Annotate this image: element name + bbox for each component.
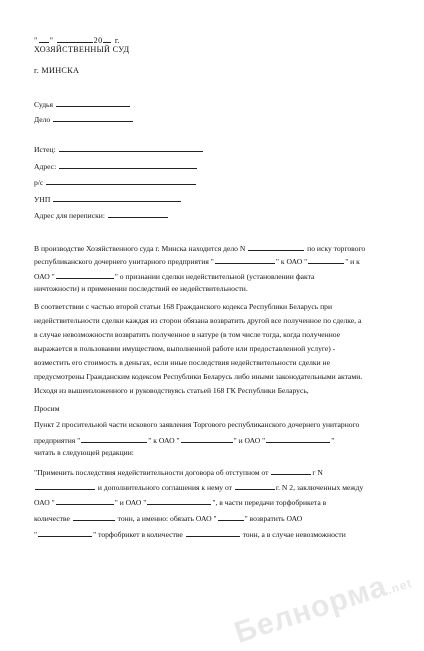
text: ", в части передачи торфобрикета в bbox=[212, 498, 327, 507]
text: тонн, а именно: обязать ОАО " bbox=[117, 514, 217, 523]
address-field bbox=[34, 160, 198, 172]
p1-line-2 bbox=[34, 255, 360, 267]
court-name: ХОЗЯЙСТВЕННЫЙ СУД bbox=[34, 45, 130, 54]
text: ОАО " bbox=[34, 498, 55, 507]
address-label: Адрес: bbox=[34, 162, 57, 171]
year-blank bbox=[103, 34, 111, 43]
date-quote-open: " bbox=[34, 36, 38, 45]
p5-line-3 bbox=[34, 496, 326, 508]
p4-line-1: Пункт 2 просительной части искового заявления Торгового республиканского дочернего унитарного bbox=[34, 420, 360, 429]
quantity-blank-2 bbox=[186, 528, 240, 537]
company-blank bbox=[215, 255, 275, 264]
p2-line-6: предусмотрены Гражданским кодексом Республики Беларусь либо иными законодательными актами. bbox=[34, 372, 363, 381]
p1-line-1 bbox=[34, 242, 365, 254]
p2-line-3: в случае невозможности возвратить полученное в натуре (в том числе тогда, когда полученное bbox=[34, 330, 341, 339]
p2-line-4: выражается в пользовании имуществом, выполненной работе или предоставленной услуге) - bbox=[34, 344, 336, 353]
p5-line-5 bbox=[34, 528, 346, 540]
text: количестве bbox=[34, 514, 70, 523]
contract-number-blank bbox=[35, 481, 95, 490]
month-blank bbox=[57, 34, 93, 43]
text: В производстве Хозяйственного суда г. Минска находится дело N bbox=[34, 244, 246, 253]
text: " и ОАО " bbox=[233, 436, 266, 445]
text: " bbox=[34, 530, 38, 539]
account-label: р/с bbox=[34, 178, 44, 187]
quantity-blank-1 bbox=[73, 512, 115, 521]
oao-blank-2 bbox=[56, 270, 114, 279]
agreement-date-blank bbox=[235, 481, 275, 490]
p5-oao-blank-3 bbox=[218, 512, 244, 521]
text: " торфобрикет в количестве bbox=[93, 530, 183, 539]
correspondence-blank bbox=[108, 209, 168, 218]
p4-line-2 bbox=[34, 434, 334, 446]
day-blank bbox=[39, 34, 49, 43]
text: " и к bbox=[345, 257, 360, 266]
p5-oao-blank-2 bbox=[147, 496, 211, 505]
unp-field bbox=[34, 193, 182, 205]
year-prefix: 20 bbox=[93, 36, 103, 45]
plaintiff-field bbox=[34, 143, 204, 155]
text: " и ОАО " bbox=[114, 498, 147, 507]
text: " возвратить ОАО bbox=[244, 514, 303, 523]
p5-line-4 bbox=[34, 512, 302, 524]
court-city: г. МИНСКА bbox=[34, 66, 80, 75]
text: республиканского дочернего унитарного предприятия " bbox=[34, 257, 214, 266]
judge-blank bbox=[56, 98, 130, 107]
text: " к ОАО " bbox=[148, 436, 180, 445]
text: г. N 2, заключенных между bbox=[275, 483, 364, 492]
case-blank bbox=[53, 113, 133, 122]
text: " к ОАО " bbox=[275, 257, 308, 266]
account-blank bbox=[46, 176, 196, 185]
case-label: Дело bbox=[34, 115, 51, 124]
p3-line: Исходя из вышеизложенного и руководствуясь статьей 168 ГК Республики Беларусь, bbox=[34, 386, 309, 395]
case-field bbox=[34, 113, 134, 125]
p5-oao-blank-1 bbox=[56, 496, 114, 505]
p5-oao-blank-4 bbox=[38, 528, 92, 537]
text: г N bbox=[312, 468, 323, 477]
watermark-suffix: .net bbox=[386, 575, 415, 598]
correspondence-label: Адрес для переписки: bbox=[34, 211, 105, 220]
text: " bbox=[331, 436, 335, 445]
p1-line-3 bbox=[34, 270, 314, 282]
case-number-blank bbox=[248, 242, 304, 251]
date-quote-close: " bbox=[49, 36, 54, 45]
correspondence-field bbox=[34, 209, 169, 221]
p4-line-3: читать в следующей редакции: bbox=[34, 448, 134, 457]
text: и дополнительного соглашения к нему от bbox=[97, 483, 232, 492]
text: тонн, а в случае невозможности bbox=[242, 530, 346, 539]
text: ОАО " bbox=[34, 272, 55, 281]
watermark-logo bbox=[231, 562, 416, 651]
p4-oao-blank-1 bbox=[181, 434, 233, 443]
text: предприятия " bbox=[34, 436, 81, 445]
p2-line-5: возместить его стоимость в деньгах, если иные последствия недействительности сделки не bbox=[34, 358, 330, 367]
p5-line-2 bbox=[34, 481, 363, 493]
year-suffix: г. bbox=[114, 36, 120, 45]
watermark-text: Белнорма bbox=[230, 569, 392, 650]
judge-label: Судья bbox=[34, 100, 54, 109]
text: "Применить последствия недействительности договора об отступном от bbox=[34, 468, 269, 477]
address-blank bbox=[59, 160, 197, 169]
p2-line-1: В соответствии с частью второй статьи 168 Гражданского кодекса Республики Беларусь при bbox=[34, 302, 333, 311]
p1-line-4: ничтожности) и применении последствий ее недействительности. bbox=[34, 284, 248, 293]
text: по иску торгового bbox=[307, 244, 366, 253]
plaintiff-blank bbox=[59, 143, 203, 152]
p4-company-blank bbox=[81, 434, 147, 443]
unp-blank bbox=[53, 193, 181, 202]
oao-blank-1 bbox=[308, 255, 344, 264]
plaintiff-label: Истец: bbox=[34, 145, 56, 154]
p2-line-2: недействительности сделки каждая из сторон обязана возвратить другой все полученное по сделке, а bbox=[34, 316, 362, 325]
unp-label: УНП bbox=[34, 195, 51, 204]
p4-oao-blank-2 bbox=[266, 434, 330, 443]
p5-line-1 bbox=[34, 466, 323, 478]
judge-field bbox=[34, 98, 131, 110]
contract-date-blank bbox=[271, 466, 311, 475]
text: " о признании сделки недействительной (установлении факта bbox=[114, 272, 315, 281]
account-field bbox=[34, 176, 197, 188]
ask-line: Просим bbox=[34, 404, 60, 413]
